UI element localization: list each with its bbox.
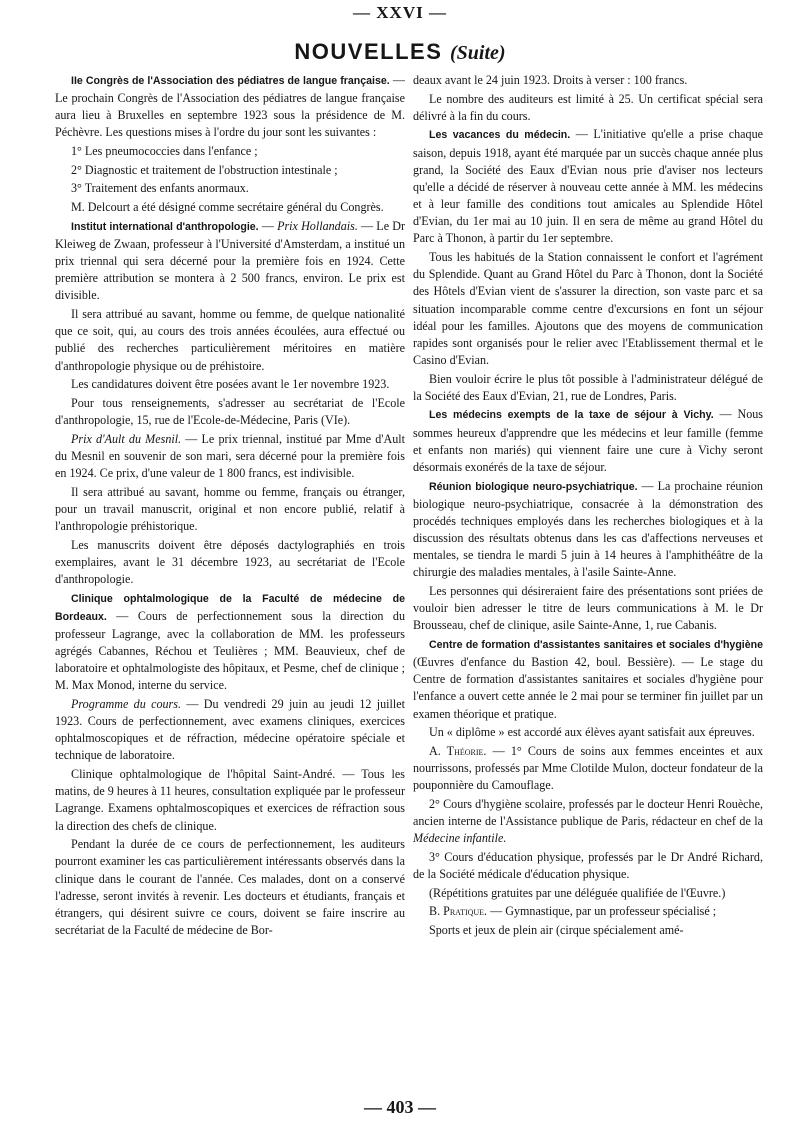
article-paragraph: Les médecins exempts de la taxe de séjour à Vichy. — Nous sommes heureux d'apprendre que les médecins et leur famille (femme et enfants non mariés) qui viennent faire une cure à Vichy seront désormais exonérés de la taxe de séjour. bbox=[413, 407, 763, 474]
article-paragraph: Les vacances du médecin. — L'initiative qu'elle a prise chaque saison, depuis 1918, ayant été marquée par un succès chaque année plus grand, la Société des Eaux d'Evian nous prie d'aviser nos lecteurs qu'elle a décidé de réserver à nouveau cette année à MM. les médecins et à leur famille des conditions tout amicales au Splendide Hôtel d'Evian, du 1er mai au 10 juin. Il en sera de même au grand Hôtel du Parc à Thonon, à partir du 1er septembre. bbox=[413, 127, 763, 246]
article-paragraph: B. Pratique. — Gymnastique, par un professeur spécialisé ; bbox=[429, 904, 717, 919]
article-paragraph: Les personnes qui désireraient faire des présentations sont priées de vouloir bien adresser le titre de leurs communications à M. le Dr Brousseau, chef de clinique, asile Sainte-Anne, 1, rue Cabanis. bbox=[413, 584, 763, 633]
article-paragraph: M. Delcourt a été désigné comme secrétaire général du Congrès. bbox=[71, 200, 384, 215]
article-paragraph: Prix d'Ault du Mesnil. — Le prix triennal, institué par Mme d'Ault du Mesnil en souvenir de son mari, sera décerné pour la première fois en 1924. Ce prix, d'une valeur de 1 800 francs, est indivisible. bbox=[55, 431, 405, 480]
article-paragraph: (Répétitions gratuites par une déléguée qualifiée de l'Œuvre.) bbox=[429, 885, 726, 900]
title-suite: (Suite) bbox=[450, 42, 506, 64]
journal-title: Médecine infantile. bbox=[413, 831, 507, 846]
article-paragraph: 2° Cours d'hygiène scolaire, professés par le docteur Henri Rouèche, ancien interne de l'Assistance publique de Paris, rédacteur en chef de la Médecine infantile. bbox=[413, 796, 763, 846]
article-paragraph: Centre de formation d'assistantes sanitaires et sociales d'hygiène (Œuvres d'enfance du Bastion 42, boul. Bessière). — Le stage du Centre de formation d'assistantes sanitaires et sociales d'hygiène pour l'enfance a ouvert cette année le 2 mai pour se terminer fin juillet par un examen théorique et pratique. bbox=[413, 639, 763, 721]
article-heading: Réunion biologique neuro-psychiatrique. bbox=[429, 480, 638, 493]
section-label: A. Théorie. bbox=[429, 743, 487, 758]
list-item: 1° Les pneumococcies dans l'enfance ; bbox=[71, 144, 258, 159]
list-item: 3° Traitement des enfants anormaux. bbox=[71, 181, 249, 196]
article-subheading: Programme du cours. bbox=[71, 696, 181, 711]
article-paragraph: Les manuscrits doivent être déposés dactylographiés en trois exemplaires, avant le 31 décembre 1923, au secrétariat de l'Ecole d'anthropologie. bbox=[55, 537, 405, 586]
article-paragraph: Institut international d'anthropologie. — Prix Hollandais. — Le Dr Kleiweg de Zwaan, professeur à l'Université d'Amsterdam, a institué un prix triennal qui sera décerné pour la première fois en 1924. Cette première attribution se montera à 2 500 francs, environ. Le prix est divisible. bbox=[55, 218, 405, 303]
article-heading: Clinique ophtalmologique de la Faculté de médecine de Bordeaux. bbox=[55, 592, 405, 623]
page-roman-numeral: — XXVI — bbox=[353, 3, 447, 22]
title-text: NOUVELLES bbox=[294, 39, 443, 64]
article-paragraph: Pendant la durée de ce cours de perfectionnement, les auditeurs pourront examiner les cas particulièrement intéressants observés dans la clinique dans le courant de l'année. Ces malades, dont on a conservé l'adresse, seront invités à revenir. Les docteurs et étudiants, français et étrangers, qui désirent suivre ce cours, doivent se faire inscrire au secrétariat de la Faculté de médecine de Bor- bbox=[55, 837, 405, 937]
list-item: 2° Diagnostic et traitement de l'obstruction intestinale ; bbox=[71, 162, 338, 177]
section-label: B. Pratique. bbox=[429, 904, 488, 919]
article-paragraph: Il sera attribué au savant, homme ou femme, français ou étranger, pour un travail manuscrit, original et non encore publié, relatif à l'anthropologie préhistorique. bbox=[55, 484, 405, 533]
article-paragraph: Bien vouloir écrire le plus tôt possible à l'administrateur délégué de la Société des Eaux d'Evian, 21, rue de Londres, Paris. bbox=[413, 371, 763, 403]
article-paragraph: Les candidatures doivent être posées avant le 1er novembre 1923. bbox=[71, 377, 390, 392]
article-heading: Institut international d'anthropologie. bbox=[71, 220, 259, 233]
article-heading: IIe Congrès de l'Association des pédiatres de langue française. bbox=[71, 75, 390, 87]
right-column bbox=[413, 72, 763, 1077]
article-paragraph: Réunion biologique neuro-psychiatrique. — La prochaine réunion biologique neuro-psychiatrique, consacrée à la démonstration des procédés techniques employés dans les recherches biologiques et à la discussion des résultats obtenus dans les cas d'affections nerveuses et mentales, se tiendra le mardi 5 juin à 14 heures à l'amphithéâtre de la chirurgie des maladies mentales, à l'asile Sainte-Anne. bbox=[413, 478, 763, 580]
page-title bbox=[0, 40, 800, 65]
article-paragraph: Le nombre des auditeurs est limité à 25. Un certificat spécial sera délivré à la fin du cours. bbox=[413, 91, 763, 123]
article-paragraph: IIe Congrès de l'Association des pédiatres de langue française. — Le prochain Congrès de l'Association des pédiatres de langue française aura lieu à Bruxelles en septembre 1923 sous la présidence de M. Péchèvre. Les questions mises à l'ordre du jour sont les suivantes : bbox=[55, 73, 405, 140]
article-paragraph: Pour tous renseignements, s'adresser au secrétariat de l'Ecole d'anthropologie, 15, rue de l'Ecole-de-Médecine, Paris (VIe). bbox=[55, 395, 405, 427]
article-heading: Les vacances du médecin. bbox=[429, 129, 571, 142]
article-subheading: Prix d'Ault du Mesnil. bbox=[71, 431, 182, 446]
article-paragraph: Il sera attribué au savant, homme ou femme, de quelque nationalité que ce soit, qui, au cours des trois années écoulées, aura effectué ou publié des recherches particulièrement méritoires en matière d'anthropologie physique ou de préhistoire. bbox=[55, 307, 405, 373]
article-paragraph: Clinique ophtalmologique de la Faculté de médecine de Bordeaux. — Cours de perfectionnement sous la direction du professeur Lagrange, avec la collaboration de MM. les professeurs agrégés Cabannes, Réchou et Teulières ; MM. Beauvieux, chef de laboratoire et ophtalmologiste des hôpitaux, et Pesme, chef de clinique ; M. Max Monod, interne du service. bbox=[55, 592, 405, 693]
article-heading: Centre de formation d'assistantes sanitaires et sociales d'hygiène bbox=[429, 639, 763, 651]
page-number: — 403 — bbox=[364, 1097, 436, 1117]
left-column bbox=[55, 72, 405, 1077]
article-paragraph: Clinique ophtalmologique de l'hôpital Saint-André. — Tous les matins, de 9 heures à 11 heures, consultation expliquée par le professeur Lagrange. Examens ophtalmoscopiques et exercices de réfraction sous la direction des chefs de clinique. bbox=[55, 767, 405, 833]
article-subheading: Prix Hollandais. bbox=[277, 218, 358, 233]
article-paragraph: Sports et jeux de plein air (cirque spécialement amé- bbox=[429, 923, 684, 937]
article-paragraph: Programme du cours. — Du vendredi 29 juin au jeudi 12 juillet 1923. Cours de perfectionnement, avec examens cliniques, exercices ophtalmoscopiques et de réfraction, médecine opératoire spéciale et technique de laboratoire. bbox=[55, 696, 405, 763]
article-heading: Les médecins exempts de la taxe de séjour à Vichy. bbox=[429, 409, 714, 422]
article-paragraph: A. Théorie. — 1° Cours de soins aux femmes enceintes et aux nourrissons, professés par Mme Clotilde Mulon, docteur fondateur de la pouponnière du Camouflage. bbox=[413, 743, 763, 793]
article-paragraph: Un « diplôme » est accordé aux élèves ayant satisfait aux épreuves. bbox=[429, 725, 755, 740]
article-paragraph: Tous les habitués de la Station connaissent le confort et l'agrément du Splendide. Quant au Grand Hôtel du Parc à Thonon, dont la Société des Hôtels d'Evian vient de s'assurer la direction, son vaste parc et sa situation incomparable comme centre d'excursions en font un séjour idéal pour les familles. Ajoutons que des moyens de communication rapides sont organisés pour le relier avec l'Etablissement thermal et le Casino d'Evian. bbox=[413, 250, 763, 367]
article-paragraph: 3° Cours d'éducation physique, professés par le Dr André Richard, de la Société médicale d'éducation physique. bbox=[413, 849, 763, 882]
article-paragraph: deaux avant le 24 juin 1923. Droits à verser : 100 francs. bbox=[413, 73, 688, 87]
